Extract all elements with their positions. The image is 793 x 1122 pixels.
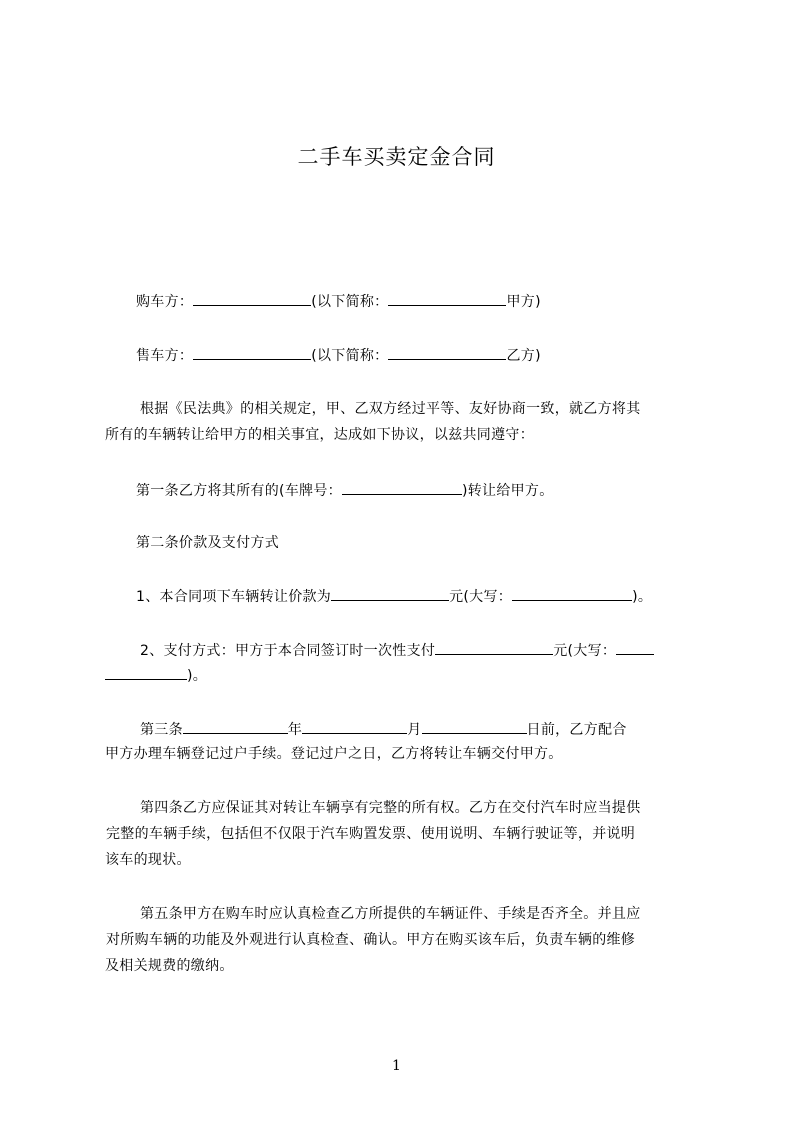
transfer-year-blank[interactable]: [183, 718, 288, 734]
payment-uppercase-blank-start[interactable]: [616, 639, 654, 655]
article5-line-2: 对所购车辆的功能及外观进行认真检查、确认。甲方在购买该车后，负责车辆的维修: [106, 932, 636, 948]
price-mid: 元(大写：: [449, 589, 513, 605]
article3-prefix: 第三条: [140, 722, 183, 738]
seller-alias-blank[interactable]: [388, 344, 506, 360]
payment-amount-blank[interactable]: [435, 639, 553, 655]
payment-prefix: 2、支付方式：甲方于本合同签订时一次性支付: [140, 643, 436, 659]
transfer-day-blank[interactable]: [422, 718, 527, 734]
article2-item1: [136, 585, 652, 607]
price-prefix: 1、本合同项下车辆转让价款为: [136, 589, 332, 605]
license-plate-blank[interactable]: [342, 479, 462, 495]
article2-item2-cont: [105, 664, 207, 686]
document-title: 二手车买卖定金合同: [297, 145, 496, 169]
buyer-alias-suffix: 甲方): [506, 294, 541, 310]
payment-uppercase-blank-end[interactable]: [105, 664, 187, 680]
article4-line-2: 完整的车辆手续，包括但不仅限于汽车购置发票、使用说明、车辆行驶证等，并说明: [106, 826, 636, 842]
buyer-label: 购车方：: [136, 294, 194, 310]
price-uppercase-blank[interactable]: [512, 585, 632, 601]
article4-line-1: 第四条乙方应保证其对转让车辆享有完整的所有权。乙方在交付汽车时应当提供: [140, 800, 641, 816]
buyer-alias-prefix: (以下简称：: [311, 294, 389, 310]
article5-line-1: 第五条甲方在购车时应认真检查乙方所提供的车辆证件、手续是否齐全。并且应: [140, 906, 641, 922]
article2-heading: 第二条价款及支付方式: [136, 535, 279, 551]
article4-line-3: 该车的现状。: [105, 852, 191, 868]
article3-line-1: [140, 718, 627, 740]
article1-line: [136, 479, 554, 501]
payment-suffix: )。: [187, 668, 208, 684]
price-suffix: )。: [632, 589, 653, 605]
seller-line: [136, 344, 541, 366]
seller-alias-suffix: 乙方): [506, 348, 541, 364]
article3-line-2: 甲方办理车辆登记过户手续。登记过户之日，乙方将转让车辆交付甲方。: [105, 746, 563, 762]
page-number: 1: [392, 1058, 401, 1074]
buyer-name-blank[interactable]: [193, 290, 311, 306]
article1-prefix: 第一条乙方将其所有的(车牌号：: [136, 483, 342, 499]
intro-line-1: 根据《民法典》的相关规定，甲、乙双方经过平等、友好协商一致，就乙方将其: [140, 401, 641, 417]
seller-alias-prefix: (以下简称：: [311, 348, 389, 364]
payment-mid: 元(大写：: [553, 643, 617, 659]
seller-name-blank[interactable]: [193, 344, 311, 360]
article3-month: 月: [407, 722, 422, 738]
article2-item2: [140, 639, 654, 661]
intro-line-2: 所有的车辆转让给甲方的相关事宜，达成如下协议，以兹共同遵守：: [105, 427, 534, 443]
article5-line-3: 及相关规费的缴纳。: [105, 958, 234, 974]
article3-day-suffix: 日前，乙方配合: [526, 722, 627, 738]
article3-year: 年: [287, 722, 303, 738]
article1-suffix: )转让给甲方。: [461, 483, 554, 499]
price-amount-blank[interactable]: [331, 585, 449, 601]
seller-label: 售车方：: [136, 348, 194, 364]
buyer-line: [136, 290, 541, 312]
buyer-alias-blank[interactable]: [388, 290, 506, 306]
transfer-month-blank[interactable]: [302, 718, 407, 734]
